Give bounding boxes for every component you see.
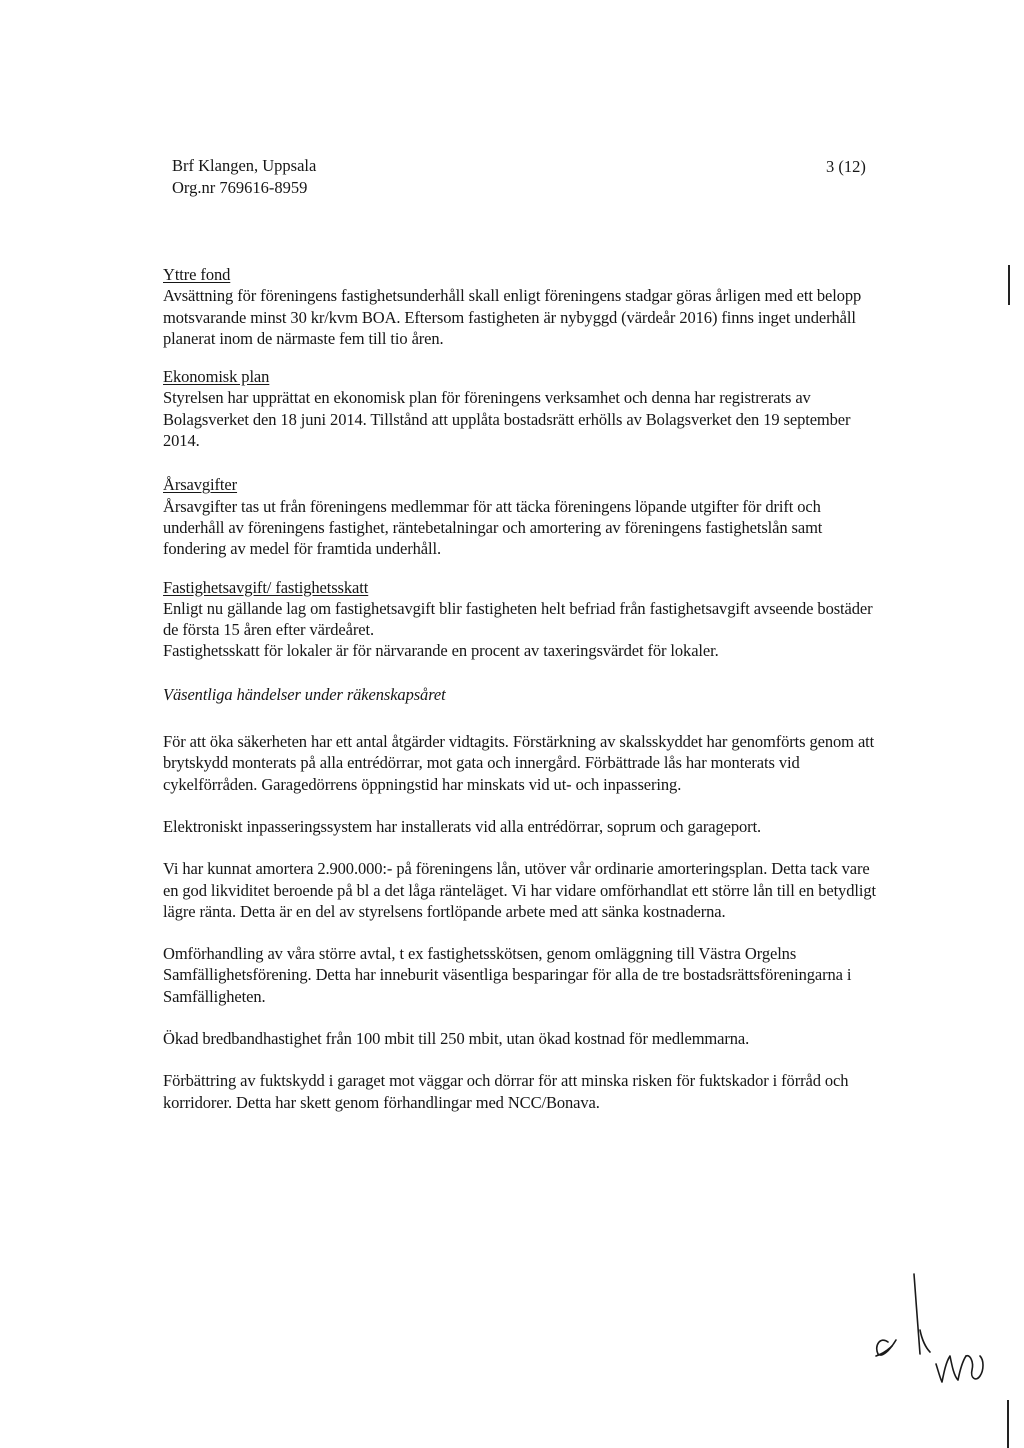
section-fastighetsavgift [163, 577, 878, 662]
events-paragraph: För att öka säkerheten har ett antal åtgärder vidtagits. Förstärkning av skalsskyddet har genomförts genom att brytskydd monterats på alla entrédörrar, mot gata och innergård. Förbättrade lås har monterats vid cykelförråden. Garagedörrens öppningstid har minskats vid ut- och inpassering. [163, 732, 875, 794]
document-body [163, 264, 878, 1134]
section-text: Avsättning för föreningens fastighetsunderhåll skall enligt föreningens stadgar göras årligen med ett belopp motsvarande minst 30 kr/kvm BOA. Eftersom fastigheten är nybyggd (värdeår 2016) finns inget underhåll planerat inom de närmaste fem till tio åren. [163, 286, 862, 348]
org-name: Brf Klangen, Uppsala [172, 156, 317, 175]
scan-edge-mark [1007, 1400, 1009, 1448]
section-heading: Ekonomisk plan [163, 367, 270, 387]
events-paragraph: Elektroniskt inpasseringssystem har installerats vid alla entrédörrar, soprum och garageport. [163, 816, 762, 836]
scan-edge-mark [1008, 265, 1010, 305]
events-paragraph: Vi har kunnat amortera 2.900.000:- på föreningens lån, utöver vår ordinarie amorteringsplan. Detta tack vare en god likviditet beroende på bl a det låga ränteläget. Vi har vidare omförhandlat ett större lån till en betydligt lägre ränta. Detta är en del av styrelsens fortlöpande arbete med att sänka kostnaderna. [163, 859, 876, 921]
org-number: Org.nr 769616-8959 [172, 178, 308, 197]
section-heading: Fastighetsavgift/ fastighetsskatt [163, 577, 369, 597]
section-text-2: Fastighetsskatt för lokaler är för närvarande en procent av taxeringsvärdet för lokaler. [163, 641, 719, 661]
page-number: 3 (12) [826, 157, 866, 176]
section-arsavgifter [163, 474, 878, 559]
section-heading: Yttre fond [163, 265, 231, 284]
section-text: Styrelsen har upprättat en ekonomisk plan för föreningens verksamhet och denna har registrerats av Bolagsverket den 18 juni 2014. Tillstånd att upplåta bostadsrätt erhölls av Bolagsverket den 19 september 2014. [163, 388, 851, 451]
section-ekonomisk-plan [163, 366, 878, 451]
handwritten-initials [862, 1270, 1002, 1400]
section-heading: Årsavgifter [163, 475, 238, 495]
section-yttre-fond [163, 264, 878, 349]
events-paragraph: Förbättring av fuktskydd i garaget mot väggar och dörrar för att minska risken för fuktskador i förråd och korridorer. Detta har skett genom förhandlingar med NCC/Bonava. [163, 1071, 849, 1112]
events-paragraph: Omförhandling av våra större avtal, t ex fastighetsskötsen, genom omläggning till Västra Orgelns Samfällighetsförening. Detta har inneburit väsentliga besparingar för alla de tre bostadsrättsföreningarna i Samfälligheten. [163, 944, 852, 1006]
section-text: Enligt nu gällande lag om fastighetsavgift blir fastigheten helt befriad från fastighetsavgift avseende bostäder de första 15 åren efter värdeåret. [163, 598, 873, 640]
events-paragraph: Ökad bredbandhastighet från 100 mbit till 250 mbit, utan ökad kostnad för medlemmarna. [163, 1029, 750, 1049]
section-text: Årsavgifter tas ut från föreningens medlemmar för att täcka föreningens löpande utgifter för drift och underhåll av föreningens fastighet, räntebetalningar och amortering av föreningens fastighetslån samt fondering av medel för framtida underhåll. [163, 496, 823, 559]
events-heading: Väsentliga händelser under räkenskapsåret [163, 684, 446, 704]
